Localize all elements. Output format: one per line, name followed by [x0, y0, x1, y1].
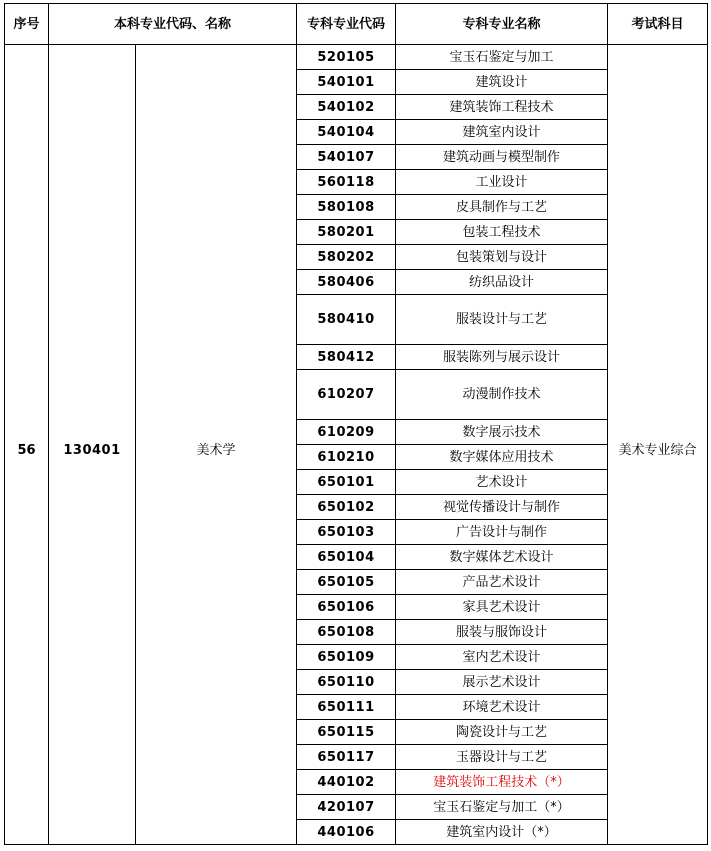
vocational-name-cell: 工业设计 [396, 170, 608, 195]
header-vocational-code: 专科专业代码 [297, 4, 396, 45]
vocational-code-cell: 540102 [297, 95, 396, 120]
vocational-name-cell: 宝玉石鉴定与加工（*） [396, 795, 608, 820]
vocational-name-cell: 服装设计与工艺 [396, 295, 608, 345]
vocational-name-cell: 建筑室内设计 [396, 120, 608, 145]
vocational-name-cell: 环境艺术设计 [396, 695, 608, 720]
undergrad-code-cell: 130401 [49, 45, 136, 845]
vocational-name-cell: 室内艺术设计 [396, 645, 608, 670]
vocational-name-cell: 展示艺术设计 [396, 670, 608, 695]
vocational-code-cell: 650104 [297, 545, 396, 570]
vocational-name-cell: 陶瓷设计与工艺 [396, 720, 608, 745]
vocational-code-cell: 650105 [297, 570, 396, 595]
vocational-name-cell: 建筑室内设计（*） [396, 820, 608, 845]
vocational-code-cell: 580202 [297, 245, 396, 270]
vocational-code-cell: 580108 [297, 195, 396, 220]
vocational-code-cell: 440106 [297, 820, 396, 845]
seq-cell: 56 [5, 45, 49, 845]
vocational-name-cell: 包装工程技术 [396, 220, 608, 245]
exam-subject-cell: 美术专业综合 [608, 45, 708, 845]
vocational-code-cell: 650102 [297, 495, 396, 520]
vocational-code-cell: 540101 [297, 70, 396, 95]
vocational-name-cell: 数字媒体应用技术 [396, 445, 608, 470]
vocational-name-cell: 皮具制作与工艺 [396, 195, 608, 220]
vocational-name-cell: 动漫制作技术 [396, 370, 608, 420]
header-exam: 考试科目 [608, 4, 708, 45]
vocational-name-cell: 建筑装饰工程技术（*） [396, 770, 608, 795]
vocational-code-cell: 650106 [297, 595, 396, 620]
vocational-name-cell: 家具艺术设计 [396, 595, 608, 620]
undergrad-name-cell: 美术学 [136, 45, 297, 845]
vocational-name-cell: 服装陈列与展示设计 [396, 345, 608, 370]
vocational-name-cell: 玉器设计与工艺 [396, 745, 608, 770]
header-row [5, 4, 708, 45]
vocational-name-cell: 建筑设计 [396, 70, 608, 95]
vocational-code-cell: 580410 [297, 295, 396, 345]
vocational-code-cell: 610207 [297, 370, 396, 420]
vocational-name-cell: 服装与服饰设计 [396, 620, 608, 645]
vocational-name-cell: 视觉传播设计与制作 [396, 495, 608, 520]
vocational-code-cell: 650108 [297, 620, 396, 645]
vocational-code-cell: 580406 [297, 270, 396, 295]
vocational-code-cell: 610210 [297, 445, 396, 470]
vocational-code-cell: 420107 [297, 795, 396, 820]
table-body [5, 45, 708, 845]
header-vocational-name: 专科专业名称 [396, 4, 608, 45]
vocational-code-cell: 650115 [297, 720, 396, 745]
vocational-code-cell: 650110 [297, 670, 396, 695]
vocational-code-cell: 650103 [297, 520, 396, 545]
vocational-code-cell: 650109 [297, 645, 396, 670]
vocational-code-cell: 540104 [297, 120, 396, 145]
vocational-code-cell: 540107 [297, 145, 396, 170]
table-row [5, 45, 708, 70]
header-undergrad: 本科专业代码、名称 [49, 4, 297, 45]
header-seq: 序号 [5, 4, 49, 45]
vocational-name-cell: 包装策划与设计 [396, 245, 608, 270]
vocational-code-cell: 580201 [297, 220, 396, 245]
vocational-code-cell: 610209 [297, 420, 396, 445]
vocational-code-cell: 520105 [297, 45, 396, 70]
vocational-name-cell: 建筑装饰工程技术 [396, 95, 608, 120]
vocational-name-cell: 艺术设计 [396, 470, 608, 495]
vocational-name-cell: 宝玉石鉴定与加工 [396, 45, 608, 70]
vocational-code-cell: 440102 [297, 770, 396, 795]
vocational-name-cell: 纺织品设计 [396, 270, 608, 295]
vocational-name-cell: 数字媒体艺术设计 [396, 545, 608, 570]
vocational-name-cell: 数字展示技术 [396, 420, 608, 445]
vocational-code-cell: 650101 [297, 470, 396, 495]
vocational-code-cell: 650111 [297, 695, 396, 720]
vocational-name-cell: 建筑动画与模型制作 [396, 145, 608, 170]
vocational-name-cell: 产品艺术设计 [396, 570, 608, 595]
vocational-code-cell: 560118 [297, 170, 396, 195]
vocational-code-cell: 650117 [297, 745, 396, 770]
vocational-name-cell: 广告设计与制作 [396, 520, 608, 545]
major-table [4, 3, 708, 845]
vocational-code-cell: 580412 [297, 345, 396, 370]
